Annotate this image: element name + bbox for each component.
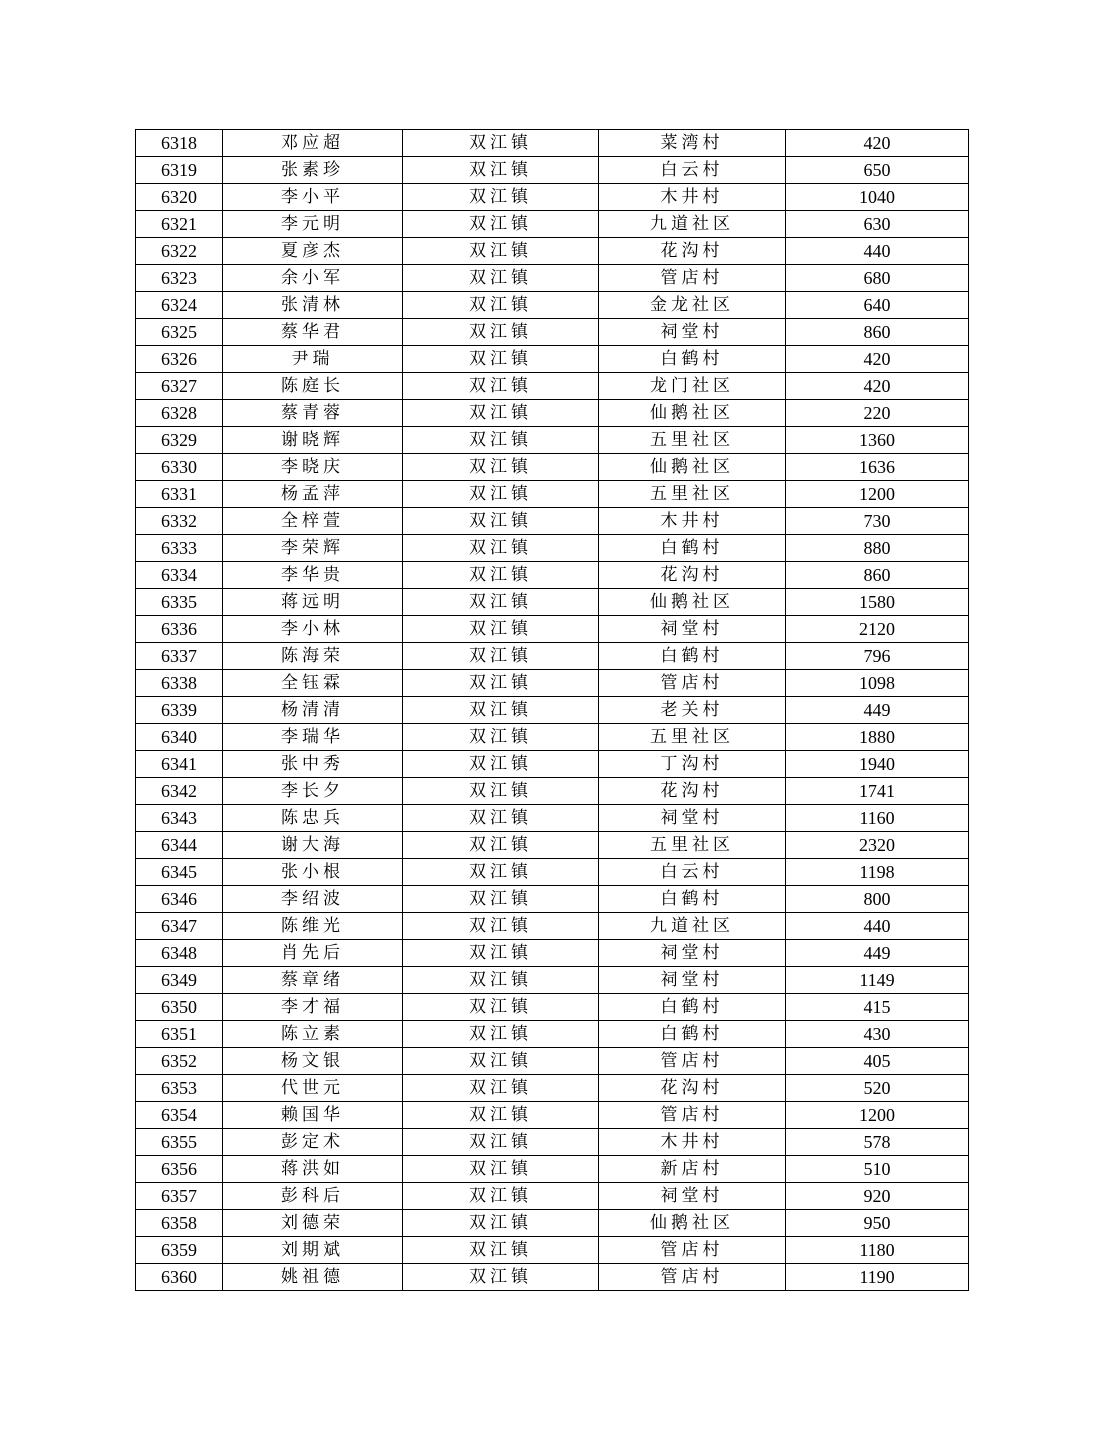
cell-id: 6349 — [136, 967, 223, 994]
cell-amount: 650 — [786, 157, 969, 184]
cell-id: 6328 — [136, 400, 223, 427]
cell-amount: 420 — [786, 373, 969, 400]
cell-village: 五里社区 — [599, 832, 786, 859]
cell-village: 仙鹅社区 — [599, 400, 786, 427]
table-row — [136, 211, 969, 238]
cell-name: 杨文银 — [223, 1048, 403, 1075]
cell-village: 白云村 — [599, 157, 786, 184]
cell-name: 全梓萱 — [223, 508, 403, 535]
cell-town: 双江镇 — [403, 211, 599, 238]
cell-town: 双江镇 — [403, 1102, 599, 1129]
cell-amount: 1200 — [786, 1102, 969, 1129]
cell-amount: 415 — [786, 994, 969, 1021]
cell-id: 6345 — [136, 859, 223, 886]
cell-amount: 1360 — [786, 427, 969, 454]
cell-name: 李才福 — [223, 994, 403, 1021]
cell-id: 6320 — [136, 184, 223, 211]
cell-name: 代世元 — [223, 1075, 403, 1102]
cell-village: 祠堂村 — [599, 967, 786, 994]
cell-village: 仙鹅社区 — [599, 589, 786, 616]
cell-village: 管店村 — [599, 1264, 786, 1291]
data-table — [135, 129, 969, 1291]
cell-town: 双江镇 — [403, 184, 599, 211]
cell-village: 祠堂村 — [599, 1183, 786, 1210]
cell-village: 白鹤村 — [599, 535, 786, 562]
cell-name: 陈立素 — [223, 1021, 403, 1048]
cell-id: 6319 — [136, 157, 223, 184]
table-row — [136, 832, 969, 859]
cell-amount: 449 — [786, 940, 969, 967]
table-row — [136, 157, 969, 184]
cell-town: 双江镇 — [403, 238, 599, 265]
table-row — [136, 535, 969, 562]
cell-town: 双江镇 — [403, 832, 599, 859]
cell-town: 双江镇 — [403, 616, 599, 643]
table-row — [136, 130, 969, 157]
cell-village: 金龙社区 — [599, 292, 786, 319]
cell-id: 6324 — [136, 292, 223, 319]
cell-town: 双江镇 — [403, 535, 599, 562]
cell-name: 李瑞华 — [223, 724, 403, 751]
table-row — [136, 751, 969, 778]
cell-amount: 860 — [786, 562, 969, 589]
cell-town: 双江镇 — [403, 1210, 599, 1237]
table-row — [136, 805, 969, 832]
cell-id: 6337 — [136, 643, 223, 670]
cell-name: 蔡华君 — [223, 319, 403, 346]
cell-amount: 680 — [786, 265, 969, 292]
cell-id: 6329 — [136, 427, 223, 454]
cell-village: 木井村 — [599, 508, 786, 535]
cell-name: 蔡章绪 — [223, 967, 403, 994]
cell-name: 肖先后 — [223, 940, 403, 967]
cell-village: 花沟村 — [599, 1075, 786, 1102]
cell-town: 双江镇 — [403, 1129, 599, 1156]
cell-village: 祠堂村 — [599, 616, 786, 643]
cell-amount: 950 — [786, 1210, 969, 1237]
cell-village: 新店村 — [599, 1156, 786, 1183]
table-row — [136, 1021, 969, 1048]
table-row — [136, 967, 969, 994]
cell-name: 杨清清 — [223, 697, 403, 724]
cell-amount: 920 — [786, 1183, 969, 1210]
cell-id: 6348 — [136, 940, 223, 967]
cell-amount: 420 — [786, 130, 969, 157]
table-row — [136, 589, 969, 616]
cell-town: 双江镇 — [403, 1183, 599, 1210]
cell-village: 花沟村 — [599, 238, 786, 265]
cell-amount: 730 — [786, 508, 969, 535]
table-row — [136, 994, 969, 1021]
cell-amount: 420 — [786, 346, 969, 373]
cell-amount: 1940 — [786, 751, 969, 778]
cell-amount: 630 — [786, 211, 969, 238]
cell-name: 张清林 — [223, 292, 403, 319]
cell-id: 6335 — [136, 589, 223, 616]
cell-name: 赖国华 — [223, 1102, 403, 1129]
cell-village: 五里社区 — [599, 724, 786, 751]
cell-village: 九道社区 — [599, 211, 786, 238]
table-row — [136, 400, 969, 427]
cell-village: 花沟村 — [599, 562, 786, 589]
cell-name: 李元明 — [223, 211, 403, 238]
cell-town: 双江镇 — [403, 319, 599, 346]
cell-town: 双江镇 — [403, 265, 599, 292]
table-row — [136, 292, 969, 319]
cell-village: 祠堂村 — [599, 805, 786, 832]
cell-id: 6358 — [136, 1210, 223, 1237]
cell-town: 双江镇 — [403, 805, 599, 832]
cell-amount: 880 — [786, 535, 969, 562]
cell-id: 6318 — [136, 130, 223, 157]
cell-amount: 1098 — [786, 670, 969, 697]
table-row — [136, 1048, 969, 1075]
cell-id: 6331 — [136, 481, 223, 508]
cell-amount: 440 — [786, 238, 969, 265]
cell-name: 余小军 — [223, 265, 403, 292]
cell-id: 6355 — [136, 1129, 223, 1156]
cell-id: 6327 — [136, 373, 223, 400]
cell-town: 双江镇 — [403, 967, 599, 994]
cell-village: 白鹤村 — [599, 886, 786, 913]
cell-town: 双江镇 — [403, 724, 599, 751]
cell-name: 杨孟萍 — [223, 481, 403, 508]
cell-town: 双江镇 — [403, 1264, 599, 1291]
cell-town: 双江镇 — [403, 1048, 599, 1075]
cell-id: 6323 — [136, 265, 223, 292]
cell-amount: 860 — [786, 319, 969, 346]
cell-name: 李晓庆 — [223, 454, 403, 481]
cell-village: 白云村 — [599, 859, 786, 886]
cell-id: 6341 — [136, 751, 223, 778]
cell-village: 老关村 — [599, 697, 786, 724]
cell-amount: 1180 — [786, 1237, 969, 1264]
cell-amount: 1580 — [786, 589, 969, 616]
cell-village: 白鹤村 — [599, 346, 786, 373]
cell-town: 双江镇 — [403, 1156, 599, 1183]
cell-id: 6336 — [136, 616, 223, 643]
cell-id: 6344 — [136, 832, 223, 859]
table-row — [136, 481, 969, 508]
cell-village: 祠堂村 — [599, 940, 786, 967]
cell-name: 张中秀 — [223, 751, 403, 778]
cell-village: 五里社区 — [599, 481, 786, 508]
cell-town: 双江镇 — [403, 157, 599, 184]
cell-village: 白鹤村 — [599, 994, 786, 1021]
cell-id: 6343 — [136, 805, 223, 832]
cell-amount: 405 — [786, 1048, 969, 1075]
table-row — [136, 1156, 969, 1183]
cell-village: 九道社区 — [599, 913, 786, 940]
cell-town: 双江镇 — [403, 994, 599, 1021]
cell-amount: 510 — [786, 1156, 969, 1183]
cell-village: 管店村 — [599, 1048, 786, 1075]
cell-village: 五里社区 — [599, 427, 786, 454]
cell-name: 谢晓辉 — [223, 427, 403, 454]
cell-town: 双江镇 — [403, 1075, 599, 1102]
cell-village: 花沟村 — [599, 778, 786, 805]
cell-amount: 1880 — [786, 724, 969, 751]
cell-town: 双江镇 — [403, 373, 599, 400]
cell-village: 管店村 — [599, 1237, 786, 1264]
cell-name: 刘期斌 — [223, 1237, 403, 1264]
cell-id: 6351 — [136, 1021, 223, 1048]
cell-name: 李华贵 — [223, 562, 403, 589]
cell-town: 双江镇 — [403, 427, 599, 454]
table-row — [136, 454, 969, 481]
cell-name: 彭定术 — [223, 1129, 403, 1156]
cell-name: 陈维光 — [223, 913, 403, 940]
cell-town: 双江镇 — [403, 130, 599, 157]
table-row — [136, 1183, 969, 1210]
cell-name: 李荣辉 — [223, 535, 403, 562]
cell-name: 全钰霖 — [223, 670, 403, 697]
cell-id: 6330 — [136, 454, 223, 481]
table-row — [136, 562, 969, 589]
table-row — [136, 697, 969, 724]
cell-name: 陈海荣 — [223, 643, 403, 670]
cell-town: 双江镇 — [403, 940, 599, 967]
cell-town: 双江镇 — [403, 481, 599, 508]
cell-town: 双江镇 — [403, 697, 599, 724]
cell-town: 双江镇 — [403, 886, 599, 913]
cell-village: 木井村 — [599, 1129, 786, 1156]
table-row — [136, 1264, 969, 1291]
cell-town: 双江镇 — [403, 643, 599, 670]
cell-village: 仙鹅社区 — [599, 1210, 786, 1237]
cell-amount: 1741 — [786, 778, 969, 805]
table-row — [136, 1075, 969, 1102]
cell-id: 6339 — [136, 697, 223, 724]
cell-town: 双江镇 — [403, 454, 599, 481]
cell-name: 姚祖德 — [223, 1264, 403, 1291]
cell-id: 6347 — [136, 913, 223, 940]
cell-town: 双江镇 — [403, 751, 599, 778]
cell-name: 张素珍 — [223, 157, 403, 184]
cell-id: 6326 — [136, 346, 223, 373]
table-row — [136, 778, 969, 805]
table-row — [136, 1102, 969, 1129]
cell-id: 6357 — [136, 1183, 223, 1210]
cell-village: 木井村 — [599, 184, 786, 211]
cell-town: 双江镇 — [403, 562, 599, 589]
cell-id: 6356 — [136, 1156, 223, 1183]
table-row — [136, 724, 969, 751]
cell-amount: 1190 — [786, 1264, 969, 1291]
cell-id: 6322 — [136, 238, 223, 265]
cell-id: 6342 — [136, 778, 223, 805]
cell-town: 双江镇 — [403, 670, 599, 697]
cell-amount: 1160 — [786, 805, 969, 832]
cell-amount: 640 — [786, 292, 969, 319]
cell-name: 尹瑞 — [223, 346, 403, 373]
cell-name: 张小根 — [223, 859, 403, 886]
table-row — [136, 670, 969, 697]
cell-id: 6321 — [136, 211, 223, 238]
cell-amount: 800 — [786, 886, 969, 913]
cell-village: 管店村 — [599, 1102, 786, 1129]
cell-name: 蔡青蓉 — [223, 400, 403, 427]
table-row — [136, 940, 969, 967]
cell-id: 6333 — [136, 535, 223, 562]
cell-name: 李长夕 — [223, 778, 403, 805]
cell-name: 蒋远明 — [223, 589, 403, 616]
cell-town: 双江镇 — [403, 346, 599, 373]
cell-id: 6354 — [136, 1102, 223, 1129]
cell-id: 6360 — [136, 1264, 223, 1291]
cell-amount: 1040 — [786, 184, 969, 211]
cell-town: 双江镇 — [403, 1021, 599, 1048]
cell-amount: 1636 — [786, 454, 969, 481]
table-row — [136, 319, 969, 346]
cell-village: 龙门社区 — [599, 373, 786, 400]
cell-town: 双江镇 — [403, 292, 599, 319]
cell-village: 丁沟村 — [599, 751, 786, 778]
table-row — [136, 1129, 969, 1156]
cell-town: 双江镇 — [403, 1237, 599, 1264]
cell-town: 双江镇 — [403, 778, 599, 805]
cell-town: 双江镇 — [403, 508, 599, 535]
table-row — [136, 913, 969, 940]
cell-id: 6352 — [136, 1048, 223, 1075]
cell-amount: 449 — [786, 697, 969, 724]
table-row — [136, 886, 969, 913]
table-body — [136, 130, 969, 1291]
cell-village: 白鹤村 — [599, 1021, 786, 1048]
table-row — [136, 238, 969, 265]
cell-name: 陈忠兵 — [223, 805, 403, 832]
cell-id: 6359 — [136, 1237, 223, 1264]
cell-amount: 440 — [786, 913, 969, 940]
cell-village: 白鹤村 — [599, 643, 786, 670]
cell-id: 6332 — [136, 508, 223, 535]
cell-village: 管店村 — [599, 670, 786, 697]
table-row — [136, 373, 969, 400]
cell-id: 6340 — [136, 724, 223, 751]
table-row — [136, 427, 969, 454]
table-row — [136, 1210, 969, 1237]
cell-village: 菜湾村 — [599, 130, 786, 157]
cell-amount: 1200 — [786, 481, 969, 508]
cell-id: 6350 — [136, 994, 223, 1021]
table-row — [136, 616, 969, 643]
cell-amount: 796 — [786, 643, 969, 670]
cell-amount: 1149 — [786, 967, 969, 994]
table-row — [136, 643, 969, 670]
cell-amount: 520 — [786, 1075, 969, 1102]
cell-town: 双江镇 — [403, 913, 599, 940]
cell-village: 管店村 — [599, 265, 786, 292]
cell-id: 6346 — [136, 886, 223, 913]
cell-name: 夏彦杰 — [223, 238, 403, 265]
cell-amount: 1198 — [786, 859, 969, 886]
cell-town: 双江镇 — [403, 859, 599, 886]
cell-name: 李小林 — [223, 616, 403, 643]
cell-town: 双江镇 — [403, 589, 599, 616]
cell-name: 彭科后 — [223, 1183, 403, 1210]
cell-name: 陈庭长 — [223, 373, 403, 400]
cell-amount: 2120 — [786, 616, 969, 643]
cell-id: 6334 — [136, 562, 223, 589]
cell-name: 李小平 — [223, 184, 403, 211]
cell-amount: 430 — [786, 1021, 969, 1048]
cell-name: 李绍波 — [223, 886, 403, 913]
cell-amount: 578 — [786, 1129, 969, 1156]
cell-amount: 220 — [786, 400, 969, 427]
cell-id: 6325 — [136, 319, 223, 346]
cell-name: 谢大海 — [223, 832, 403, 859]
cell-village: 祠堂村 — [599, 319, 786, 346]
cell-id: 6338 — [136, 670, 223, 697]
cell-name: 刘德荣 — [223, 1210, 403, 1237]
table-row — [136, 346, 969, 373]
cell-name: 邓应超 — [223, 130, 403, 157]
cell-town: 双江镇 — [403, 400, 599, 427]
table-row — [136, 508, 969, 535]
table-row — [136, 1237, 969, 1264]
table-row — [136, 859, 969, 886]
cell-amount: 2320 — [786, 832, 969, 859]
table-row — [136, 265, 969, 292]
cell-name: 蒋洪如 — [223, 1156, 403, 1183]
cell-village: 仙鹅社区 — [599, 454, 786, 481]
table-row — [136, 184, 969, 211]
cell-id: 6353 — [136, 1075, 223, 1102]
